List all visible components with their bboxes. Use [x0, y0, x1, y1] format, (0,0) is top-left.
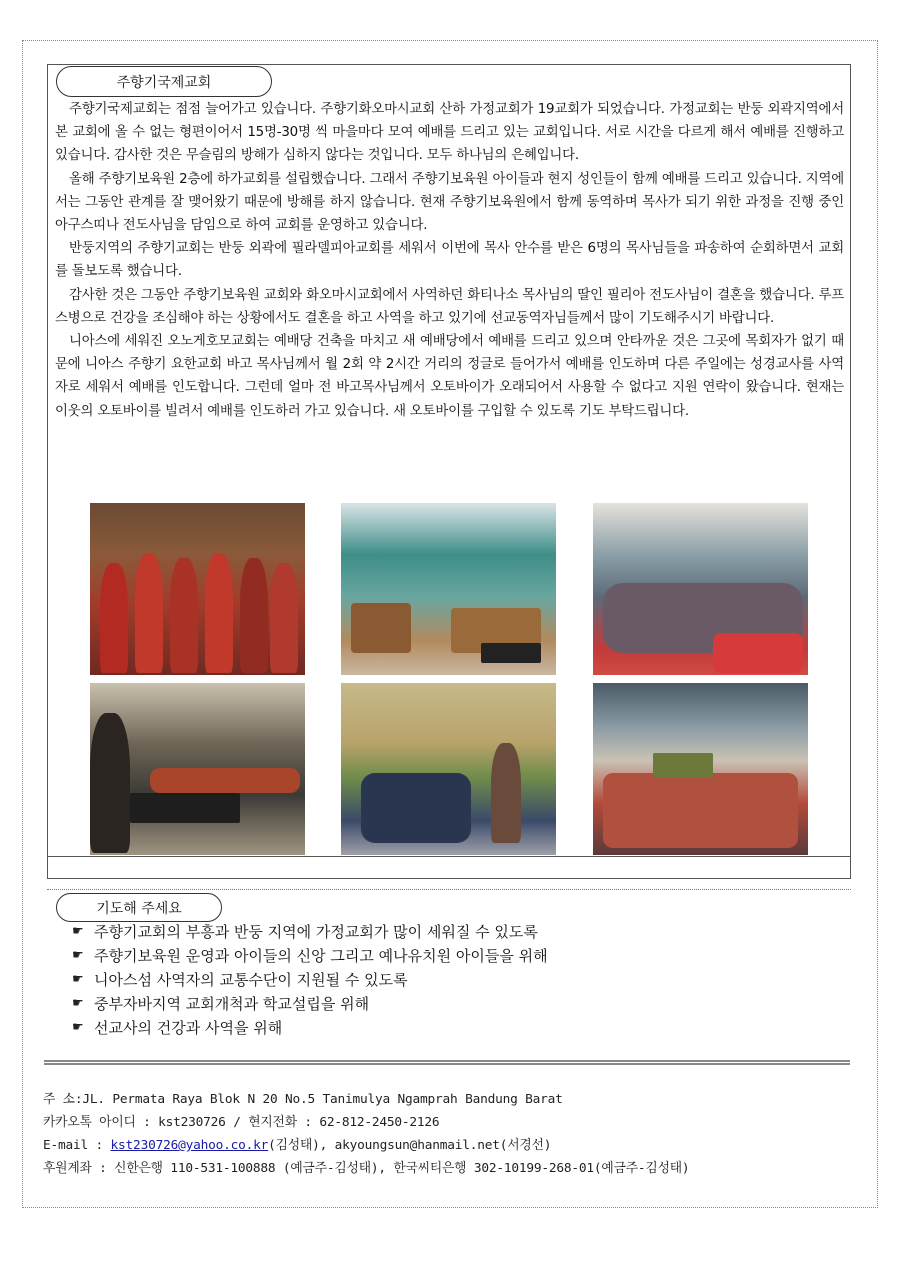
prayer-item: ☛ 중부자바지역 교회개척과 학교설립을 위해 [72, 992, 548, 1016]
prayer-item: ☛ 주향기보육원 운영과 아이들의 신앙 그리고 예나유치원 아이들을 위해 [72, 944, 548, 968]
article-paragraph: 니아스에 세워진 오노게호모교회는 예배당 건축을 마치고 새 예배당에서 예배를 드리고 있으며 안타까운 것은 그곳에 목회자가 없기 때문에 니아스 주향기 요한교회 바고 목사님께서 월 2회 약 2시간 거리의 정글로 들어가서 예배를 인도하며 다른 주일에는 성경교사를 사역자로 세워서 예배를 인도합니다. 그런데 얼마 전 바고목사님께서 오토바이가 오래되어서 사용할 수 없다고 지원 연락이 왔습니다. 현재는 이웃의 오토바이를 빌려서 예배를 인도하러 가고 있습니다. 새 오토바이를 구입할 수 있도록 기도 부탁드립니다. [55, 334, 844, 419]
kakao-line: 카카오톡 아이디 : kst230726 / 현지전화 : 62-812-2450-2126 [43, 1115, 440, 1130]
account-line: 후원계좌 : 신한은행 110-531-100888 (예금주-김성태), 한국씨티은행 302-10199-268-01(예금주-김성태) [43, 1161, 690, 1176]
photo-group-gathering [593, 683, 808, 855]
email-link[interactable]: kst230726@yahoo.co.kr [110, 1138, 269, 1153]
section-title-prayer: 기도해 주세요 [56, 893, 222, 922]
contact-footer [43, 1088, 689, 1180]
photo-village-worship [341, 683, 556, 855]
prayer-item: ☛ 주향기교회의 부흥과 반둥 지역에 가정교회가 많이 세워질 수 있도록 [72, 920, 548, 944]
pointing-hand-icon: ☛ [72, 1020, 84, 1035]
email-line: E-mail : kst230726@yahoo.co.kr(김성태), akyoungsun@hanmail.net(서경선) [43, 1138, 552, 1153]
photo-grid [90, 503, 808, 855]
church-article [55, 98, 844, 423]
pointing-hand-icon: ☛ [72, 948, 84, 963]
photo-ordained-pastors [90, 503, 305, 675]
article-paragraph: 반둥지역의 주향기교회는 반둥 외곽에 필라델피아교회를 세워서 이번에 목사 안수를 받은 6명의 목사님들을 파송하여 순회하면서 교회를 돌보도록 했습니다. [55, 241, 844, 280]
pointing-hand-icon: ☛ [72, 972, 84, 987]
photo-classroom-worship [341, 503, 556, 675]
pointing-hand-icon: ☛ [72, 924, 84, 939]
prayer-list [72, 920, 548, 1040]
prayer-item: ☛ 니아스섬 사역자의 교통수단이 지원될 수 있도록 [72, 968, 548, 992]
photo-house-church [90, 683, 305, 855]
address-line: 주 소:JL. Permata Raya Blok N 20 No.5 Tanimulya Ngamprah Bandung Barat [43, 1092, 563, 1107]
prayer-divider [47, 889, 851, 890]
pointing-hand-icon: ☛ [72, 996, 84, 1011]
footer-rule [44, 1060, 850, 1065]
article-paragraph: 감사한 것은 그동안 주향기보육원 교회와 화오마시교회에서 사역하던 화티나소 목사님의 딸인 필리아 전도사님이 결혼을 했습니다. 루프스병으로 건강을 조심해야 하는 상황에서도 결혼을 하고 사역을 하고 있기에 선교동역자님들께서 많이 기도해주시기 바랍니다. [55, 287, 844, 326]
prayer-item: ☛ 선교사의 건강과 사역을 위해 [72, 1016, 548, 1040]
section-title-church: 주향기국제교회 [56, 66, 272, 97]
article-paragraph: 주향기국제교회는 점점 늘어가고 있습니다. 주향기화오마시교회 산하 가정교회가 19교회가 되었습니다. 가정교회는 반둥 외곽지역에서 본 교회에 올 수 없는 형편이어서 15명-30명 씩 마을마다 모여 예배를 드리고 있는 교회입니다. 서로 시간을 다르게 해서 예배를 진행하고 있습니다. 감사한 것은 무슬림의 방해가 심하지 않다는 것입니다. 모두 하나님의 은혜입니다. [55, 102, 844, 164]
article-paragraph: 올해 주향기보육원 2층에 하가교회를 설립했습니다. 그래서 주향기보육원 아이들과 현지 성인들이 함께 예배를 드리고 있습니다. 지역에서는 그동안 관계를 잘 맺어왔기 때문에 방해를 하지 않습니다. 현재 주향기보육원에서 함께 동역하며 목사가 되기 위한 과정을 진행 중인 아구스띠나 전도사님을 담임으로 하여 교회를 운영하고 있습니다. [55, 171, 844, 234]
section-divider [48, 856, 850, 857]
photo-congregation [593, 503, 808, 675]
